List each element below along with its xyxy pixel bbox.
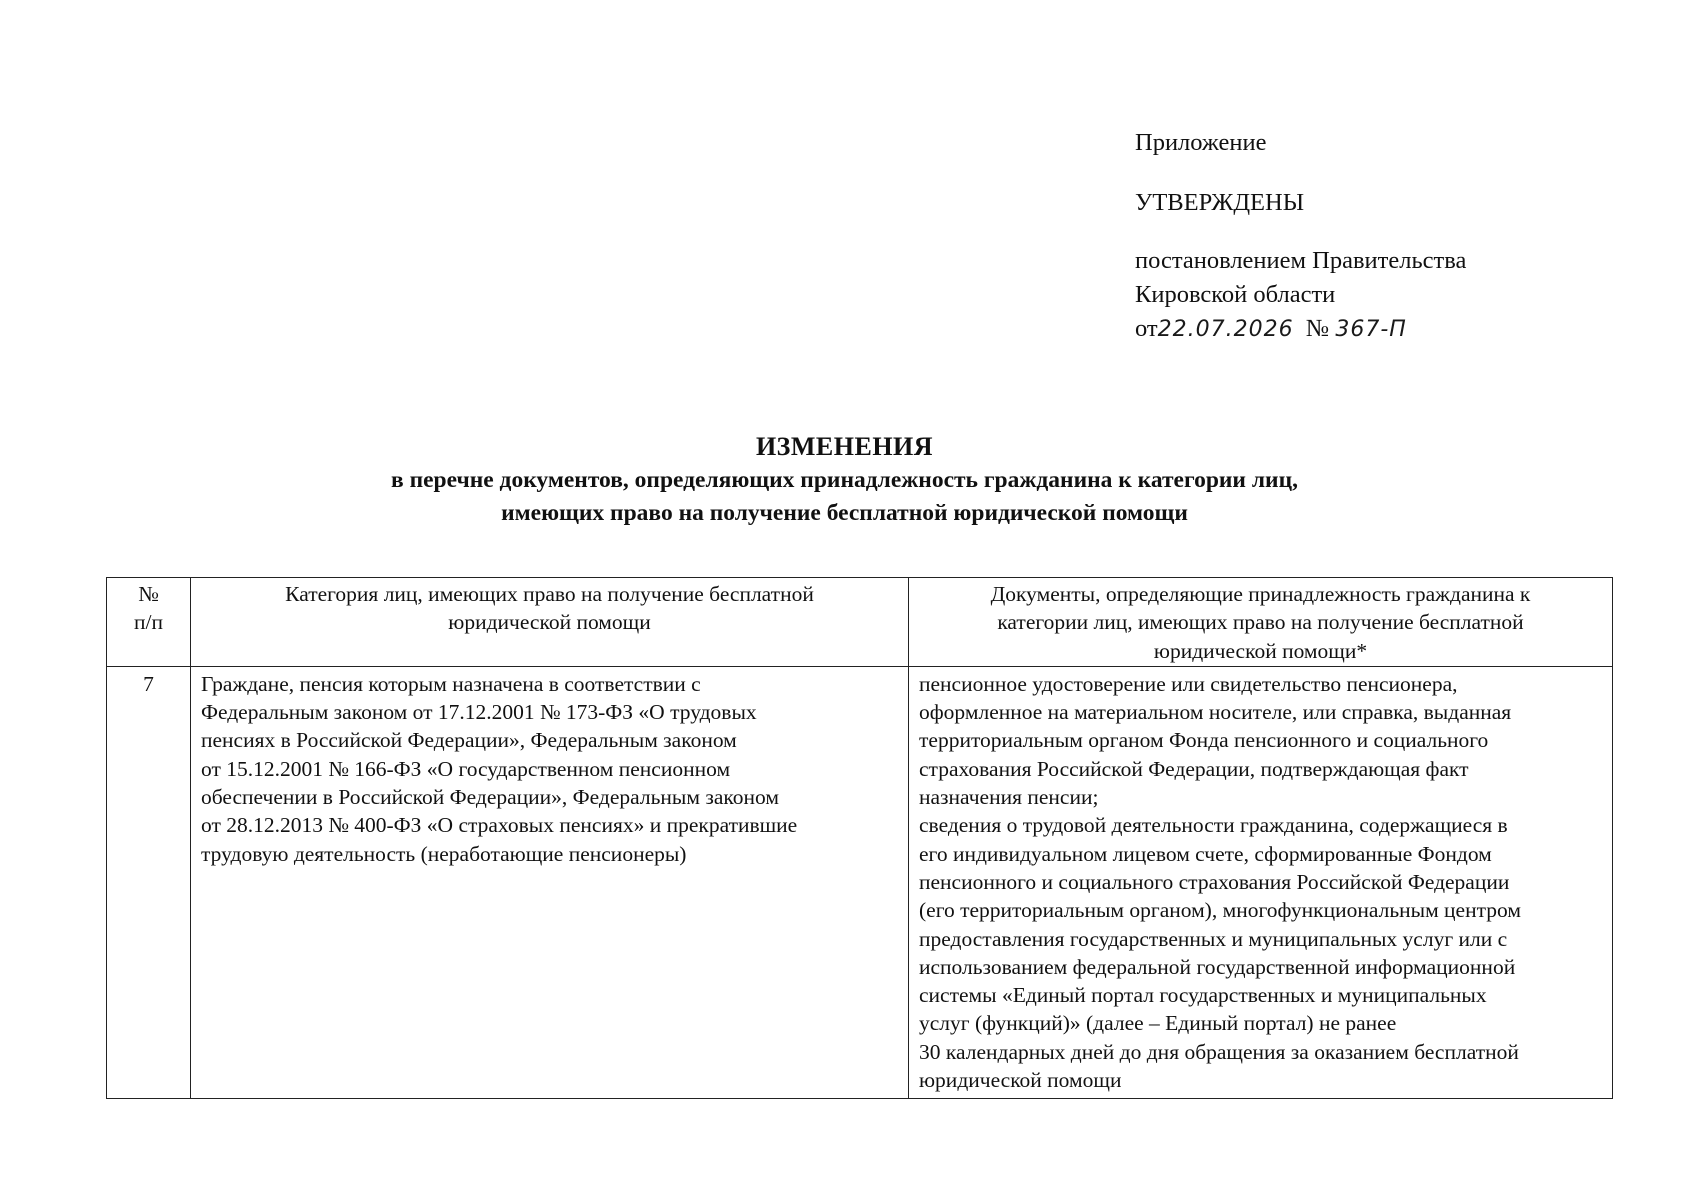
- title-line-1: в перечне документов, определяющих принадлежность гражданина к категории лиц,: [391, 467, 1298, 493]
- row-number: 7: [107, 666, 191, 1098]
- document-title: [0, 430, 1689, 530]
- decree-line-1: постановлением Правительства: [1135, 247, 1467, 274]
- row-category: Граждане, пенсия которым назначена в соответствии с Федеральным законом от 17.12.2001 № 173-ФЗ «О трудовых пенсиях в Российской Федерации», Федеральным законом от 15.12.2001 № 166-ФЗ «О государственном пенсионном обеспечении в Российской Федерации», Федеральным законом от 28.12.2013 № 400-ФЗ «О страховых пенсиях» и прекратившие трудовую деятельность (неработающие пенсионеры): [191, 666, 909, 1098]
- approval-block: [1135, 126, 1595, 347]
- annex-label: Приложение: [1135, 129, 1267, 156]
- table-header-row: [107, 578, 1613, 667]
- row-documents: пенсионное удостоверение или свидетельство пенсионера, оформленное на материальном носителе, или справка, выданная территориальным органом Фонда пенсионного и социального страхования Российской Федерации, подтверждающая факт назначения пенсии; сведения о трудовой деятельности гражданина, содержащиеся в его индивидуальном лицевом счете, сформированные Фондом пенсионного и социального страхования Российской Федерации (его территориальным органом), многофункциональным центром предоставления государственных и муниципальных услуг или с использованием федеральной государственной информационной системы «Единый портал государственных и муниципальных услуг (функций)» (далее – Единый портал) не ранее 30 календарных дней до дня обращения за оказанием бесплатной юридической помощи: [909, 666, 1613, 1098]
- handwritten-date: 22.07.2026: [1157, 317, 1294, 342]
- changes-table: [106, 577, 1613, 1099]
- title-main: ИЗМЕНЕНИЯ: [755, 432, 934, 461]
- number-prefix: №: [1305, 315, 1330, 342]
- title-line-2: имеющих право на получение бесплатной юридической помощи: [501, 500, 1188, 526]
- decree-date-number: [1135, 312, 1595, 347]
- approved-label: УТВЕРЖДЕНЫ: [1135, 189, 1305, 216]
- date-prefix: от: [1135, 315, 1158, 342]
- decree-line-2: Кировской области: [1135, 281, 1336, 308]
- handwritten-number: 367-П: [1335, 317, 1407, 342]
- header-documents: Документы, определяющие принадлежность гражданина к категории лиц, имеющих право на получение бесплатной юридической помощи*: [909, 578, 1613, 667]
- header-category: Категория лиц, имеющих право на получение бесплатной юридической помощи: [191, 578, 909, 667]
- header-number: № п/п: [107, 578, 191, 667]
- table-row: [107, 666, 1613, 1098]
